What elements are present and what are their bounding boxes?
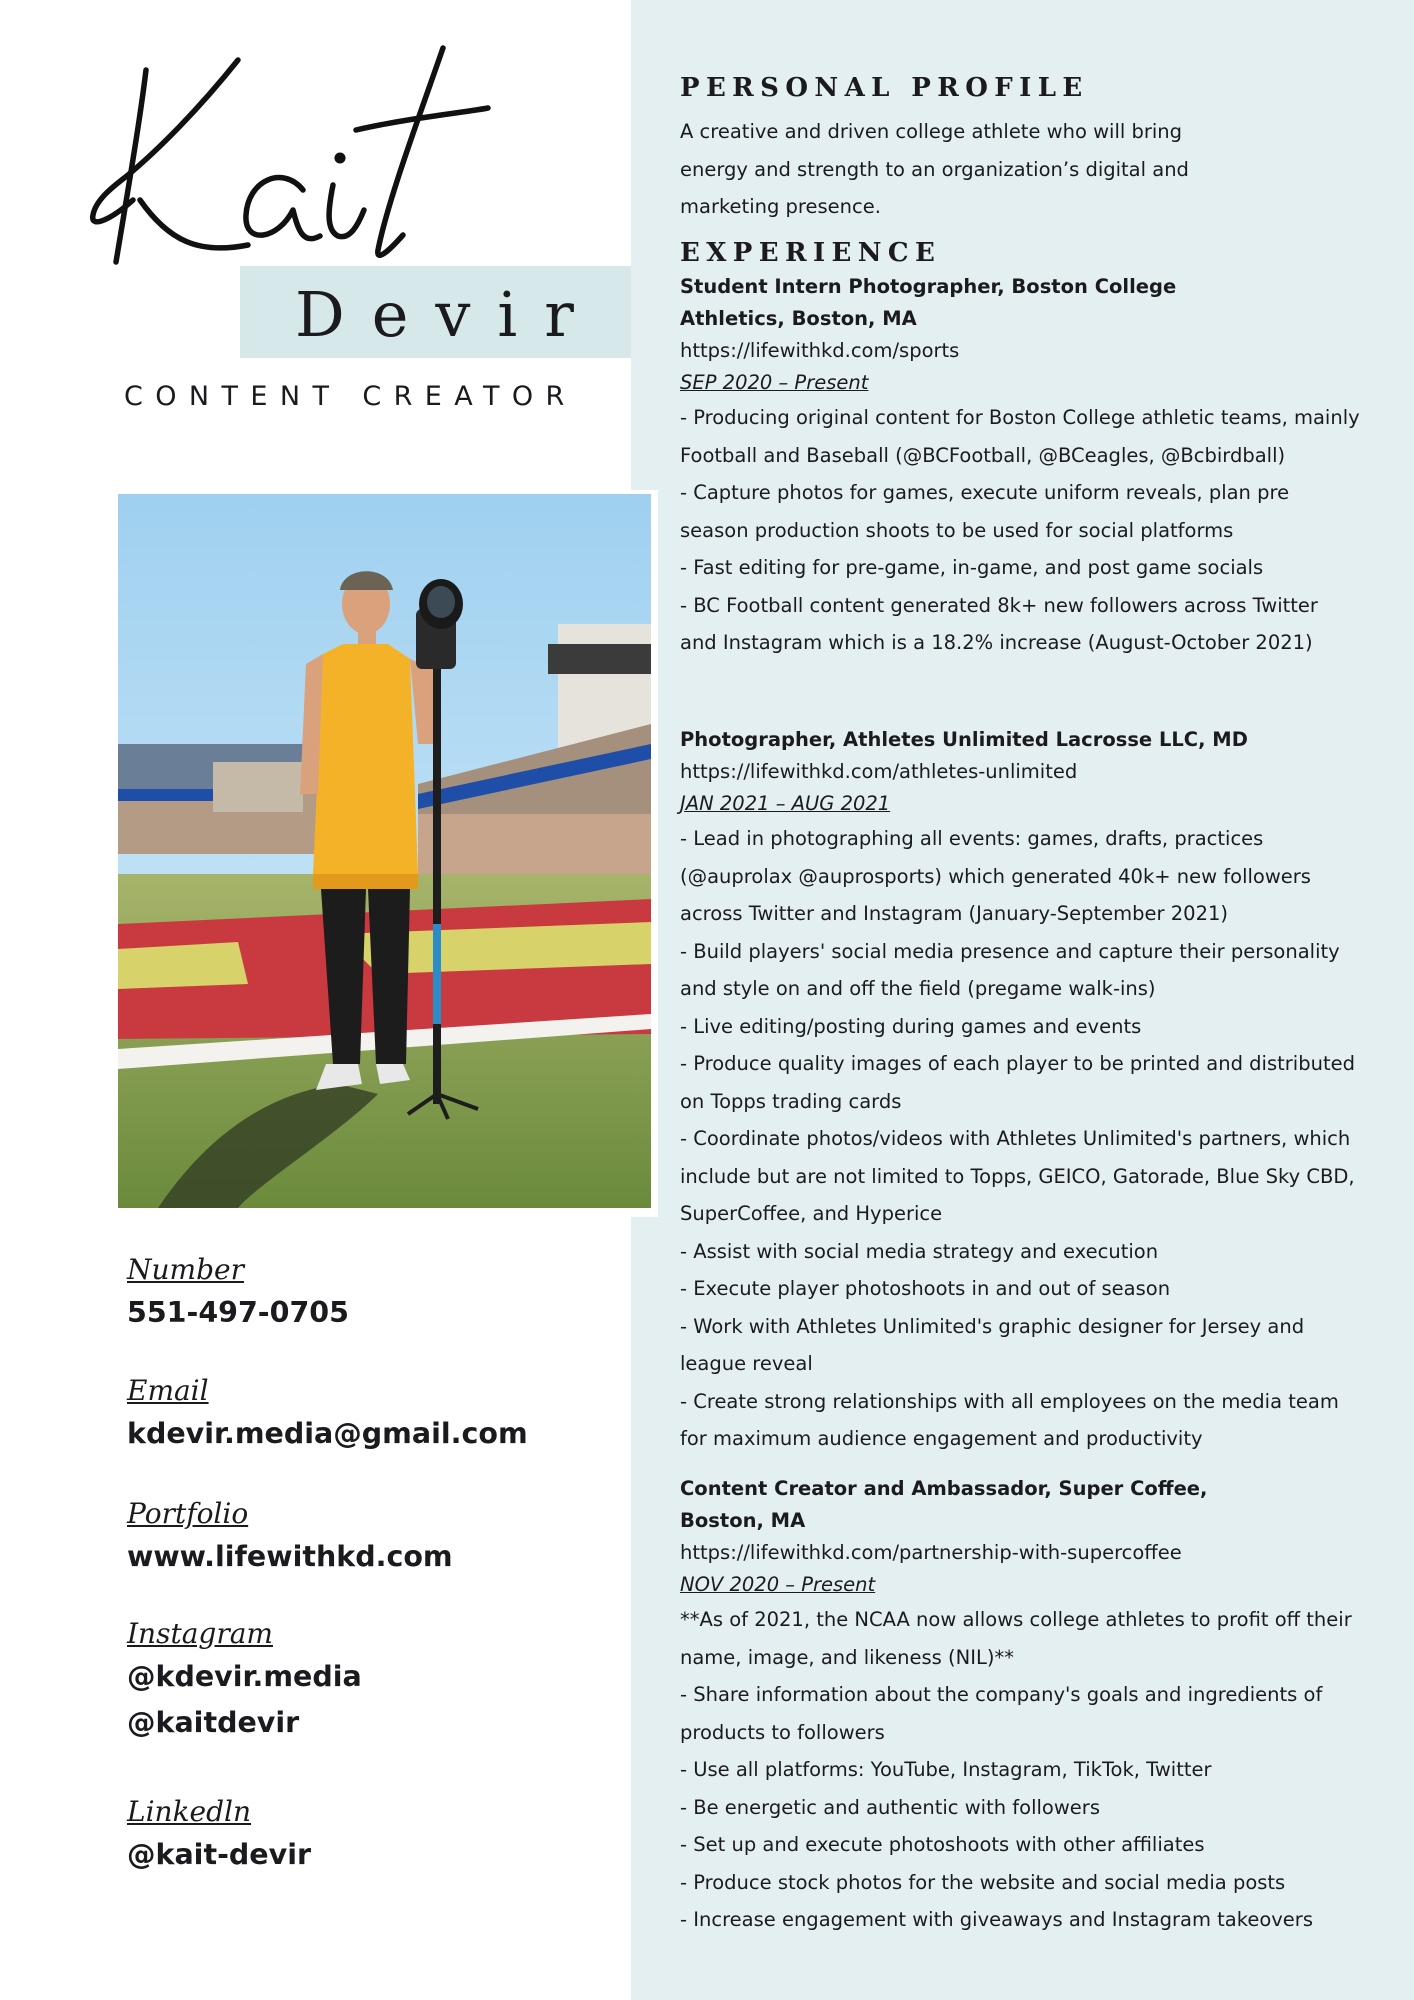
job-bullet: - Share information about the company's goals and ingredients of products to followers (680, 1683, 1323, 1744)
job-bullet: - Produce quality images of each player to be printed and distributed on Topps trading cards (680, 1052, 1355, 1113)
job-subtitle: CONTENT CREATOR (124, 381, 577, 412)
last-name: Devir (295, 278, 601, 351)
contact-email-label: Email (127, 1374, 209, 1407)
first-name-script (88, 40, 548, 280)
photographer-photo (118, 494, 651, 1208)
job-url[interactable]: https://lifewithkd.com/partnership-with-supercoffee (680, 1541, 1182, 1564)
contact-instagram-value-1[interactable]: @kdevir.media (127, 1660, 362, 1693)
job-title: Photographer, Athletes Unlimited Lacrosse LLC, MD (680, 728, 1248, 751)
job-bullet: - Execute player photoshoots in and out of season (680, 1277, 1171, 1300)
contact-number-label: Number (127, 1253, 244, 1286)
profile-heading: PERSONAL PROFILE (680, 73, 1089, 103)
job-bullet: - Coordinate photos/videos with Athletes Unlimited's partners, which include but are not limited to Topps, GEICO, Gatorade, Blue Sky CBD, SuperCoffee, and Hyperice (680, 1127, 1355, 1225)
contact-number (127, 1250, 607, 1336)
contact-number-value[interactable]: 551-497-0705 (127, 1296, 349, 1329)
contact-email-value[interactable]: kdevir.media@gmail.com (127, 1417, 528, 1450)
job-bullet: - Produce stock photos for the website and social media posts (680, 1870, 1286, 1894)
job-title: Content Creator and Ambassador, Super Coffee, Boston, MA (680, 1477, 1208, 1532)
contact-instagram-label: Instagram (127, 1617, 273, 1650)
job-bullet: - Lead in photographing all events: games, drafts, practices (@auprolax @auprosports) which generated 40k+ new followers across Twitter and Instagram (January-September 2021) (680, 827, 1311, 925)
contact-linkedin-label: Linkedln (127, 1795, 252, 1828)
job-date: JAN 2021 – AUG 2021 (680, 792, 891, 815)
contact-portfolio (127, 1494, 607, 1580)
job-bullet: **As of 2021, the NCAA now allows college athletes to profit off their name, image, and likeness (NIL)** (680, 1608, 1352, 1669)
job-entry-bc-athletics (680, 271, 1360, 662)
contact-portfolio-label: Portfolio (127, 1497, 249, 1530)
job-bullet: - Live editing/posting during games and events (680, 1014, 1142, 1038)
job-bullet: - Work with Athletes Unlimited's graphic designer for Jersey and league reveal (680, 1314, 1305, 1375)
job-url[interactable]: https://lifewithkd.com/sports (680, 339, 960, 362)
contact-email (127, 1371, 607, 1457)
job-date: SEP 2020 – Present (680, 371, 869, 394)
job-title: Student Intern Photographer, Boston College Athletics, Boston, MA (680, 275, 1177, 330)
job-bullet: - Use all platforms: YouTube, Instagram, TikTok, Twitter (680, 1758, 1212, 1781)
job-entry-athletes-unlimited (680, 724, 1360, 1458)
job-date: NOV 2020 – Present (680, 1573, 876, 1596)
job-bullets (680, 820, 1360, 1458)
job-bullet: - Be energetic and authentic with followers (680, 1795, 1100, 1819)
job-bullet: - Producing original content for Boston College athletic teams, mainly Football and Baseball (@BCFootball, @BCeagles, @Bcbirdball) (680, 406, 1360, 467)
job-bullet: - Increase engagement with giveaways and Instagram takeovers (680, 1908, 1313, 1931)
job-bullets (680, 1601, 1360, 1939)
job-entry-super-coffee (680, 1473, 1360, 1939)
job-bullet: - Assist with social media strategy and execution (680, 1239, 1159, 1263)
experience-heading: EXPERIENCE (680, 238, 942, 268)
job-bullet: - Capture photos for games, execute uniform reveals, plan pre season production shoots to be used for social platforms (680, 481, 1290, 542)
profile-text: A creative and driven college athlete who will bring energy and strength to an organization’s digital and marketing presence. (680, 120, 1189, 218)
job-bullet: - Set up and execute photoshoots with other affiliates (680, 1833, 1205, 1856)
job-bullet: - BC Football content generated 8k+ new followers across Twitter and Instagram which is a 18.2% increase (August-October 2021) (680, 593, 1318, 654)
job-bullets (680, 399, 1360, 662)
job-bullet: - Build players' social media presence and capture their personality and style on and off the field (pregame walk-ins) (680, 939, 1340, 1000)
contact-portfolio-value[interactable]: www.lifewithkd.com (127, 1540, 453, 1573)
job-bullet: - Fast editing for pre-game, in-game, and post game socials (680, 556, 1264, 579)
contact-linkedin-value[interactable]: @kait-devir (127, 1838, 312, 1871)
job-url[interactable]: https://lifewithkd.com/athletes-unlimited (680, 760, 1078, 783)
job-bullet: - Create strong relationships with all employees on the media team for maximum audience engagement and productivity (680, 1389, 1339, 1450)
contact-instagram-value-2[interactable]: @kaitdevir (127, 1706, 300, 1739)
contact-instagram (127, 1614, 607, 1746)
contact-linkedin (127, 1792, 607, 1878)
